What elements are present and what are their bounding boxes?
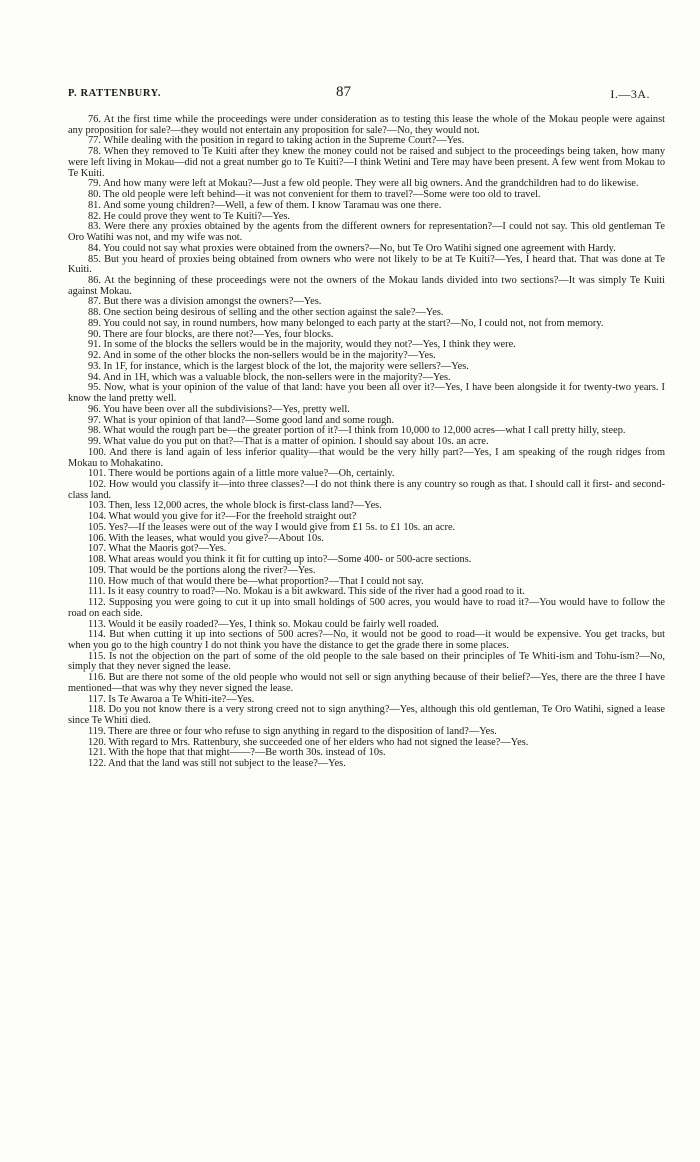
question-paragraph: 106. With the leases, what would you give?—About 10s. — [88, 532, 324, 544]
question-paragraph: 105. Yes?—If the leases were out of the way I would give from £1 5s. to £1 10s. an acre. — [88, 521, 456, 533]
question-paragraph: 98. What would the rough part be—the greater portion of it?—I think from 10,000 to 12,000 acres—what I call pretty hilly, steep. — [88, 425, 626, 437]
question-paragraph: 109. That would be the portions along the river?—Yes. — [88, 564, 316, 576]
question-paragraph: 86. At the beginning of these proceedings were not the owners of the Mokau lands divided into two sections?—It was simply Te Kuiti against Mokau. — [68, 275, 665, 297]
question-paragraph: 88. One section being desirous of selling and the other section against the sale?—Yes. — [88, 307, 444, 319]
question-paragraph: 97. What is your opinion of that land?—Some good land and some rough. — [88, 414, 395, 426]
question-paragraph: 101. There would be portions again of a little more value?—Oh, certainly. — [88, 468, 395, 480]
question-paragraph: 94. And in 1H, which was a valuable block, the non-sellers were in the majority?—Yes. — [88, 371, 451, 383]
question-paragraph: 76. At the first time while the proceedings were under consideration as to testing this lease the whole of the Mokau people were against any proposition for sale?—they would not entertain any proposition for sale?—No, they would not. — [68, 114, 665, 136]
question-paragraph: 100. And there is land again of less inferior quality—that would be the very hilly part?—Yes, I am speaking of the rough ridges from Mokau to Mohakatino. — [68, 446, 665, 469]
question-paragraph: 99. What value do you put on that?—That is a matter of opinion. I should say about 10s. an acre. — [88, 436, 489, 448]
question-paragraph: 84. You could not say what proxies were obtained from the owners?—No, but Te Oro Watihi signed one agreement with Hardy. — [88, 242, 616, 254]
question-paragraph: 93. In 1F, for instance, which is the largest block of the lot, the majority were sellers?—Yes. — [88, 360, 469, 372]
question-paragraph: 113. Would it be easily roaded?—Yes, I think so. Mokau could be fairly well roaded. — [88, 618, 439, 630]
question-paragraph: 110. How much of that would there be—what proportion?—That I could not say. — [88, 575, 424, 587]
question-paragraph: 112. Supposing you were going to cut it up into small holdings of 500 acres, you would have to road it?—You would have to follow the road on each side. — [68, 597, 665, 619]
question-paragraph: 116. But are there not some of the old people who would not sell or sign anything because of their belief?—Yes, there are the three I have mentioned—that was why they never signed the lease. — [68, 672, 665, 694]
question-paragraph: 83. Were there any proxies obtained by the agents from the different owners for representation?—I could not say. This old gentleman Te Oro Watihi was not, and my wife was not. — [68, 221, 665, 244]
question-paragraph: 79. And how many were left at Mokau?—Just a few old people. They were all big owners. And the grandchildren had to do likewise. — [88, 178, 639, 190]
question-paragraph: 89. You could not say, in round numbers, how many belonged to each party at the start?—No, I could not, not from memory. — [88, 317, 604, 329]
question-paragraph: 102. How would you classify it—into three classes?—I do not think there is any country so rough as that. I should call it first- and second-class land. — [68, 478, 665, 501]
question-paragraph: 77. While dealing with the position in regard to taking action in the Supreme Court?—Yes. — [88, 135, 465, 147]
question-paragraph: 115. Is not the objection on the part of some of the old people to the sale based on their principles of Te Whiti-ism and Tohu-ism?—No, simply that they never signed the lease. — [68, 650, 665, 673]
question-paragraph: 81. And some young children?—Well, a few of them. I know Taramau was one there. — [88, 199, 442, 211]
question-paragraph: 111. Is it easy country to road?—No. Mokau is a bit awkward. This side of the river had a good road to it. — [88, 586, 525, 598]
question-paragraph: 120. With regard to Mrs. Rattenbury, she succeeded one of her elders who had not signed the lease?—Yes. — [88, 736, 529, 748]
question-paragraph: 122. And that the land was still not subject to the lease?—Yes. — [88, 758, 346, 770]
evidence-body — [68, 115, 665, 770]
question-paragraph: 85. But you heard of proxies being obtained from owners who were not likely to be at Te Kuiti?—Yes, I heard that. That was done at Te Kuiti. — [68, 253, 665, 276]
question-paragraph: 119. There are three or four who refuse to sign anything in regard to the disposition of land?—Yes. — [88, 725, 497, 737]
question-paragraph: 107. What the Maoris got?—Yes. — [88, 543, 227, 555]
question-paragraph: 78. When they removed to Te Kuiti after they knew the money could not be raised and subject to the proceedings being taken, how many were left living in Mokau—did not a great number go to Te Kuiti?—I think Wetini and Tere may have been present. A few went from Mokau to Te Kuiti. — [68, 146, 665, 179]
header-paper-reference: I.—3A. — [610, 87, 650, 101]
page-header — [68, 86, 660, 104]
question-paragraph: 121. With the hope that that might——?—Be worth 30s. instead of 10s. — [88, 747, 386, 759]
question-paragraph: 104. What would you give for it?—For the freehold straight out? — [88, 511, 357, 523]
question-paragraph: 96. You have been over all the subdivisions?—Yes, pretty well. — [88, 403, 350, 415]
question-paragraph: 114. But when cutting it up into sections of 500 acres?—No, it would not be good to road—it would be expensive. You get tracks, but when you go to the high country I do not think you have the distance to get the grade there in some places. — [68, 629, 665, 651]
header-witness-name: P. RATTENBURY. — [68, 88, 162, 99]
question-paragraph: 108. What areas would you think it fit for cutting up into?—Some 400- or 500-acre sections. — [88, 554, 472, 566]
question-paragraph: 80. The old people were left behind—it was not convenient for them to travel?—Some were too old to travel. — [88, 189, 541, 201]
page-number: 87 — [336, 84, 351, 100]
question-paragraph: 91. In some of the blocks the sellers would be in the majority, would they not?—Yes, I think they were. — [88, 339, 516, 351]
question-paragraph: 95. Now, what is your opinion of the value of that land: have you been all over it?—Yes, I have been alongside it for twenty-two years. I know the land pretty well. — [68, 382, 665, 405]
question-paragraph: 92. And in some of the other blocks the non-sellers would be in the majority?—Yes. — [88, 350, 436, 362]
question-paragraph: 118. Do you not know there is a very strong creed not to sign anything?—Yes, although this old gentleman, Te Oro Watihi, signed a lease since Te Whiti died. — [68, 704, 665, 727]
question-paragraph: 90. There are four blocks, are there not?—Yes, four blocks. — [88, 328, 334, 340]
question-paragraph: 117. Is Te Awaroa a Te Whiti-ite?—Yes. — [88, 693, 255, 705]
question-paragraph: 82. He could prove they went to Te Kuiti?—Yes. — [88, 210, 291, 222]
question-paragraph: 103. Then, less 12,000 acres, the whole block is first-class land?—Yes. — [88, 500, 382, 512]
question-paragraph: 87. But there was a division amongst the owners?—Yes. — [88, 296, 322, 308]
